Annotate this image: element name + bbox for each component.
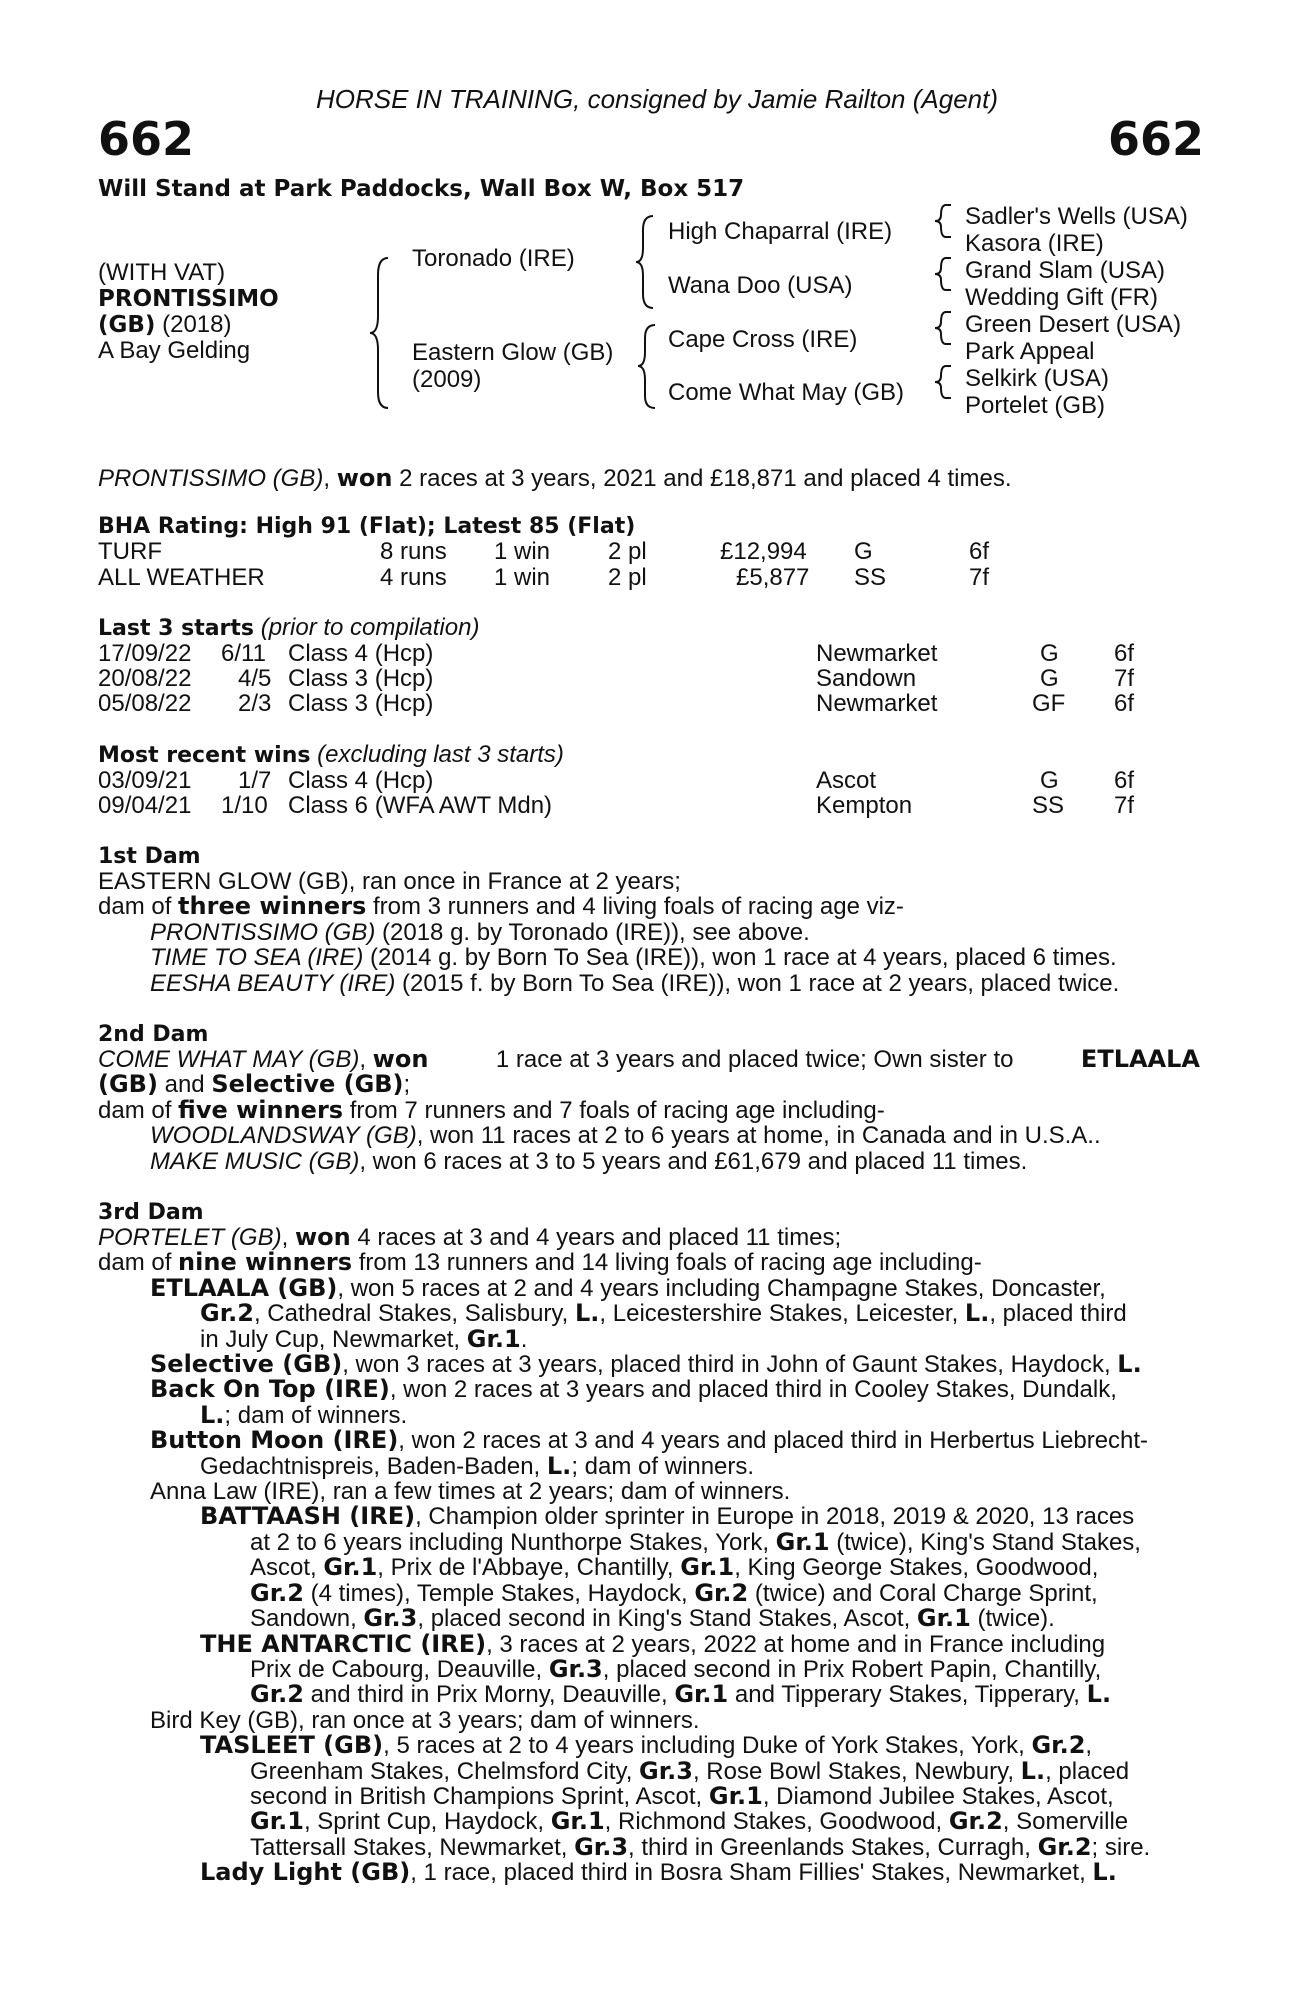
- start-course: Newmarket: [816, 640, 938, 667]
- sibling-name: Selective (GB): [211, 1070, 404, 1099]
- horse-description: A Bay Gelding: [98, 337, 251, 364]
- grade: Gr.1: [775, 1527, 830, 1556]
- progeny-detail: Tattersall Stakes, Newmarket,: [250, 1833, 575, 1861]
- grade: Gr.3: [548, 1654, 603, 1683]
- progeny-detail: , placed: [1045, 1757, 1130, 1785]
- progeny-line: [98, 971, 1198, 996]
- progeny-line: [98, 1273, 1200, 1302]
- win-class: Class 6 (WFA AWT Mdn): [288, 792, 553, 819]
- progeny-detail: Gedachtnispreis, Baden-Baden,: [200, 1452, 547, 1480]
- text: from 3 runners and 4 living foals of racing age viz-: [366, 893, 904, 921]
- win-row: [98, 768, 1198, 794]
- grade: Gr.3: [639, 1756, 693, 1785]
- rating-heading: BHA Rating: High 91 (Flat); Latest 85 (Flat): [98, 514, 636, 539]
- win-dist: 7f: [1114, 792, 1135, 819]
- brace-sire: [636, 216, 653, 308]
- start-pos: 2/3: [238, 690, 272, 717]
- rating-runs: 8 runs: [380, 538, 447, 565]
- start-course: Sandown: [816, 665, 917, 692]
- third-dam-body: [98, 1225, 1200, 1886]
- progeny-detail: , won 2 races at 3 and 4 years and placed third in Herbertus Liebrecht-: [398, 1427, 1149, 1455]
- rating-going: G: [854, 538, 873, 565]
- start-class: Class 4 (Hcp): [288, 640, 434, 667]
- progeny-line: [98, 1832, 1200, 1861]
- last3-row: [98, 641, 1198, 667]
- pedigree-g4-6: Park Appeal: [965, 338, 1095, 365]
- progeny-name: Button Moon (IRE): [150, 1426, 399, 1455]
- rating-placed: 2 pl: [608, 538, 647, 565]
- progeny-line: [98, 1301, 1200, 1326]
- grade: Gr.2: [948, 1807, 1003, 1836]
- brace-g4-4: [935, 366, 951, 398]
- grade: L.: [1092, 1858, 1117, 1887]
- progeny-detail: ; sire.: [1091, 1833, 1151, 1861]
- grade: L.: [200, 1400, 225, 1429]
- text: dam of: [98, 893, 179, 921]
- progeny-detail: , Richmond Stakes, Goodwood,: [604, 1808, 949, 1836]
- grade: Gr.1: [250, 1807, 304, 1836]
- grade: Gr.1: [323, 1553, 378, 1582]
- rating-runs: 4 runs: [380, 564, 447, 591]
- wins-heading-line: [98, 742, 564, 769]
- progeny-detail: , 3 races at 2 years, 2022 at home and in France including: [486, 1630, 1106, 1658]
- win-date: 03/09/21: [98, 767, 192, 794]
- progeny-detail: ,: [1085, 1732, 1093, 1760]
- grade: Gr.2: [250, 1680, 304, 1709]
- pedigree-g4-8: Portelet (GB): [965, 392, 1106, 419]
- second-dam-line: [98, 1047, 1200, 1072]
- progeny-line: [98, 1352, 1200, 1377]
- progeny-detail: Sandown,: [250, 1605, 364, 1633]
- pedigree-g4-3: Grand Slam (USA): [965, 257, 1166, 284]
- progeny-detail: (2015 f. by Born To Sea (IRE)), won 1 race at 2 years, placed twice.: [395, 969, 1120, 997]
- pedigree-dam-dam: Come What May (GB): [668, 379, 905, 406]
- progeny-detail: Prix de Cabourg, Deauville,: [250, 1655, 549, 1683]
- consignment-header: HORSE IN TRAINING, consigned by Jamie Railton (Agent): [315, 84, 999, 114]
- brace-g4-2: [935, 258, 951, 290]
- grade: Gr.1: [680, 1553, 735, 1582]
- horse-year: (2018): [162, 311, 232, 338]
- progeny-line: [98, 1428, 1200, 1453]
- rating-surface: ALL WEATHER: [98, 564, 265, 591]
- grade: L.: [574, 1299, 600, 1328]
- start-going: G: [1040, 665, 1059, 692]
- progeny-name: WOODLANDSWAY (GB): [150, 1122, 417, 1150]
- start-dist: 6f: [1114, 690, 1135, 717]
- progeny-line: [98, 920, 1198, 945]
- progeny-detail: , third in Greenlands Stakes, Curragh,: [628, 1833, 1038, 1861]
- text: from 7 runners and 7 foals of racing age including-: [343, 1096, 885, 1124]
- text: dam of: [98, 1096, 179, 1124]
- start-dist: 7f: [1114, 665, 1135, 692]
- race-summary: PRONTISSIMO (GB), won 2 races at 3 years, 2021 and £18,871 and placed 4 times.: [98, 464, 1012, 492]
- win-course: Ascot: [816, 767, 877, 794]
- progeny-line: [98, 1606, 1200, 1631]
- winners-count: nine winners: [178, 1248, 353, 1277]
- third-dam-line: [98, 1250, 1200, 1275]
- progeny-detail: Greenham Stakes, Chelmsford City,: [250, 1757, 640, 1785]
- start-going: GF: [1032, 690, 1066, 717]
- progeny-detail: , won 3 races at 3 years, placed third in John of Gaunt Stakes, Haydock,: [342, 1351, 1118, 1379]
- rating-row-aw: [98, 565, 1198, 591]
- progeny-detail: in July Cup, Newmarket,: [200, 1325, 467, 1353]
- dam-name: PORTELET (GB): [98, 1224, 282, 1251]
- second-dam-line: [98, 1095, 1200, 1124]
- progeny-detail: , Diamond Jubilee Stakes, Ascot,: [762, 1782, 1114, 1810]
- text: 1 race at 3 years and placed twice; Own sister to: [495, 1046, 1014, 1073]
- start-course: Newmarket: [816, 690, 938, 717]
- progeny-detail: and third in Prix Morny, Deauville,: [303, 1681, 675, 1709]
- progeny-detail: second in British Champions Sprint, Ascot,: [250, 1782, 709, 1810]
- progeny-detail: , Champion older sprinter in Europe in 2018, 2019 & 2020, 13 races: [415, 1503, 1135, 1531]
- progeny-detail: Ascot,: [250, 1554, 324, 1582]
- progeny-detail: , Leicestershire Stakes, Leicester,: [599, 1300, 965, 1328]
- grade: Gr.1: [674, 1680, 729, 1709]
- wins-heading: Most recent wins: [98, 743, 311, 768]
- text: ,: [281, 1224, 295, 1251]
- sibling-country: (GB): [98, 1070, 158, 1099]
- rating-going: SS: [854, 564, 887, 591]
- start-date: 20/08/22: [98, 665, 192, 692]
- progeny-name: THE ANTARCTIC (IRE): [200, 1629, 487, 1658]
- progeny-line: [98, 1578, 1200, 1607]
- pedigree-dam-sire: Cape Cross (IRE): [668, 326, 858, 353]
- lot-number-left: 662: [98, 112, 195, 166]
- pedigree-g4-2: Kasora (IRE): [965, 230, 1104, 257]
- brace-g4-1: [935, 205, 951, 237]
- second-dam-line: [98, 1072, 1200, 1097]
- grade: Gr.2: [694, 1578, 749, 1607]
- win-row: [98, 793, 1198, 819]
- grade: L.: [1086, 1680, 1112, 1709]
- progeny-line: [98, 1682, 1200, 1707]
- second-dam-heading: 2nd Dam: [98, 1022, 209, 1047]
- second-dam-body: [98, 1047, 1200, 1174]
- first-dam-heading: 1st Dam: [98, 844, 201, 869]
- progeny-detail: , won 2 races at 3 years and placed third in Cooley Stakes, Dundalk,: [389, 1376, 1117, 1404]
- pedigree-dam-year: (2009): [412, 366, 482, 393]
- progeny-line: [98, 1733, 1200, 1758]
- third-dam-heading: 3rd Dam: [98, 1200, 204, 1225]
- pedigree-sire-sire: High Chaparral (IRE): [668, 218, 893, 245]
- text: and: [157, 1071, 212, 1099]
- win-pos: 1/10: [221, 792, 268, 819]
- progeny-name: ETLAALA (GB): [150, 1273, 338, 1302]
- progeny-detail: , won 11 races at 2 to 6 years at home, in Canada and in U.S.A..: [416, 1122, 1101, 1150]
- start-pos: 4/5: [238, 665, 272, 692]
- horse-country: (GB): [98, 312, 156, 338]
- dam-name: COME WHAT MAY (GB): [98, 1046, 360, 1073]
- progeny-detail: , King George Stakes, Goodwood,: [734, 1554, 1099, 1582]
- third-dam-line: [98, 1225, 1200, 1250]
- start-date: 05/08/22: [98, 690, 192, 717]
- progeny-name: BATTAASH (IRE): [200, 1502, 416, 1531]
- progeny-name: Selective (GB): [150, 1350, 343, 1379]
- progeny-detail: , Rose Bowl Stakes, Newbury,: [692, 1757, 1021, 1785]
- rating-surface: TURF: [98, 538, 162, 565]
- first-dam-body: [98, 869, 1198, 996]
- progeny-line: [98, 1400, 1200, 1429]
- progeny-detail: at 2 to 6 years including Nunthorpe Stakes, York,: [250, 1528, 776, 1556]
- rating-placed: 2 pl: [608, 564, 647, 591]
- progeny-name: PRONTISSIMO (GB): [150, 918, 376, 946]
- progeny-line: [98, 1654, 1200, 1683]
- grade: Gr.1: [466, 1324, 521, 1353]
- progeny-detail: (2014 g. by Born To Sea (IRE)), won 1 race at 4 years, placed 6 times.: [363, 944, 1117, 972]
- start-class: Class 3 (Hcp): [288, 690, 434, 717]
- progeny-name: Back On Top (IRE): [150, 1375, 390, 1404]
- rating-dist: 6f: [969, 538, 990, 565]
- grade: Gr.3: [363, 1604, 418, 1633]
- progeny-line: [98, 1781, 1200, 1810]
- rating-wins: 1 win: [494, 538, 551, 565]
- last3-row: [98, 666, 1198, 692]
- progeny-detail: (2018 g. by Toronado (IRE)), see above.: [375, 918, 810, 946]
- progeny-line: [98, 1527, 1200, 1556]
- progeny-name: Lady Light (GB): [200, 1858, 411, 1887]
- progeny-detail: , Cathedral Stakes, Salisbury,: [253, 1300, 575, 1328]
- progeny-detail: ; dam of winners.: [571, 1452, 755, 1480]
- last3-note: (prior to compilation): [260, 614, 480, 641]
- pedigree-sire-dam: Wana Doo (USA): [668, 272, 853, 299]
- vat-note: (WITH VAT): [98, 259, 226, 286]
- progeny-detail: , 5 races at 2 to 4 years including Duke of York Stakes, York,: [383, 1732, 1032, 1760]
- progeny-name: MAKE MUSIC (GB): [150, 1147, 360, 1175]
- progeny-detail: (4 times), Temple Stakes, Haydock,: [303, 1579, 695, 1607]
- progeny-line: [98, 945, 1198, 970]
- text: ;: [403, 1071, 411, 1099]
- progeny-line: [98, 1451, 1200, 1480]
- progeny-line: [98, 1149, 1200, 1174]
- progeny-detail: , won 6 races at 3 to 5 years and £61,679 and placed 11 times.: [359, 1147, 1028, 1175]
- lot-number-right: 662: [1107, 112, 1204, 166]
- progeny-line: [98, 1756, 1200, 1785]
- progeny-line: [98, 1629, 1200, 1658]
- grade: Gr.1: [916, 1604, 971, 1633]
- progeny-detail: , placed second in King's Stand Stakes, Ascot,: [417, 1605, 917, 1633]
- win-going: G: [1040, 767, 1059, 794]
- progeny-line: [98, 1324, 1200, 1353]
- grade: Gr.2: [1037, 1832, 1092, 1861]
- progeny-name: EESHA BEAUTY (IRE): [150, 969, 396, 997]
- winners-count: three winners: [178, 892, 367, 921]
- progeny-detail: , Prix de l'Abbaye, Chantilly,: [377, 1554, 681, 1582]
- winners-count: five winners: [178, 1095, 344, 1124]
- start-pos: 6/11: [221, 640, 266, 667]
- sibling-name: ETLAALA: [1080, 1045, 1200, 1073]
- progeny-detail: , 1 race, placed third in Bosra Sham Fillies' Stakes, Newmarket,: [410, 1859, 1093, 1887]
- progeny-detail: , Somerville: [1002, 1808, 1129, 1836]
- grade: Gr.3: [574, 1832, 629, 1861]
- summary-rest: 2 races at 3 years, 2021 and £18,871 and placed 4 times.: [392, 465, 1012, 492]
- horse-name: PRONTISSIMO: [98, 286, 279, 312]
- pedigree-sire: Toronado (IRE): [412, 245, 575, 272]
- progeny-line: [98, 1860, 1200, 1885]
- rating-row-turf: [98, 539, 1198, 565]
- brace-main: [370, 258, 388, 408]
- rating-dist: 7f: [969, 564, 990, 591]
- win-pos: 1/7: [238, 767, 272, 794]
- start-date: 17/09/22: [98, 640, 192, 667]
- progeny-line: Anna Law (IRE), ran a few times at 2 years; dam of winners.: [150, 1478, 791, 1506]
- text: dam of: [98, 1249, 179, 1277]
- progeny-detail: , won 5 races at 2 and 4 years including Champagne Stakes, Doncaster,: [337, 1274, 1106, 1302]
- progeny-detail: and Tipperary Stakes, Tipperary,: [728, 1681, 1087, 1709]
- start-going: G: [1040, 640, 1059, 667]
- progeny-name: TIME TO SEA (IRE): [150, 944, 364, 972]
- progeny-line: [98, 1377, 1200, 1402]
- grade: Gr.2: [1031, 1731, 1086, 1760]
- first-dam-line: EASTERN GLOW (GB), ran once in France at 2 years;: [98, 868, 681, 895]
- stabling-info: Will Stand at Park Paddocks, Wall Box W, Box 517: [98, 176, 745, 202]
- rating-prize: £5,877: [736, 564, 810, 591]
- grade: Gr.2: [250, 1578, 304, 1607]
- pedigree-dam: Eastern Glow (GB): [412, 339, 614, 366]
- progeny-line: Bird Key (GB), ran once at 3 years; dam of winners.: [150, 1706, 700, 1734]
- pedigree-g4-7: Selkirk (USA): [965, 365, 1110, 392]
- text: 4 races at 3 and 4 years and placed 11 times;: [350, 1224, 842, 1251]
- progeny-line: [98, 1123, 1200, 1148]
- progeny-detail: (twice), King's Stand Stakes,: [829, 1528, 1141, 1556]
- progeny-line: [98, 1504, 1200, 1529]
- grade: L.: [546, 1451, 572, 1480]
- progeny-detail: , Sprint Cup, Haydock,: [303, 1808, 551, 1836]
- grade: Gr.2: [200, 1299, 254, 1328]
- start-dist: 6f: [1114, 640, 1135, 667]
- win-course: Kempton: [816, 792, 913, 819]
- progeny-name: TASLEET (GB): [200, 1731, 384, 1760]
- progeny-detail: (twice).: [970, 1605, 1055, 1633]
- first-dam-line: [98, 894, 1198, 919]
- pedigree-g4-1: Sadler's Wells (USA): [965, 203, 1188, 230]
- start-class: Class 3 (Hcp): [288, 665, 434, 692]
- progeny-line: [98, 1809, 1200, 1834]
- won-word: won: [372, 1045, 429, 1073]
- brace-g4-3: [935, 312, 951, 344]
- grade: L.: [964, 1299, 990, 1328]
- progeny-detail: (twice) and Coral Charge Sprint,: [748, 1579, 1098, 1607]
- progeny-line: [98, 1555, 1200, 1580]
- text: ,: [359, 1046, 373, 1073]
- win-dist: 6f: [1114, 767, 1135, 794]
- grade: L.: [1020, 1756, 1046, 1785]
- progeny-detail: , placed second in Prix Robert Papin, Chantilly,: [602, 1655, 1102, 1683]
- last3-heading-line: [98, 615, 479, 642]
- brace-dam: [638, 325, 655, 408]
- win-date: 09/04/21: [98, 792, 192, 819]
- win-class: Class 4 (Hcp): [288, 767, 434, 794]
- grade: Gr.1: [708, 1781, 763, 1810]
- grade: L.: [1117, 1350, 1142, 1379]
- progeny-detail: ; dam of winners.: [224, 1401, 408, 1429]
- last3-row: [98, 691, 1198, 717]
- progeny-detail: .: [520, 1325, 528, 1353]
- won-word: won: [294, 1223, 351, 1251]
- win-going: SS: [1032, 792, 1065, 819]
- grade: Gr.1: [550, 1807, 605, 1836]
- wins-note: (excluding last 3 starts): [317, 741, 564, 768]
- last3-heading: Last 3 starts: [98, 616, 255, 641]
- summary-won: won: [336, 464, 393, 492]
- summary-name: PRONTISSIMO (GB): [98, 465, 324, 492]
- pedigree-g4-5: Green Desert (USA): [965, 311, 1182, 338]
- progeny-detail: , placed third: [989, 1300, 1127, 1328]
- pedigree-g4-4: Wedding Gift (FR): [965, 284, 1158, 311]
- text: from 13 runners and 14 living foals of racing age including-: [352, 1249, 982, 1277]
- rating-prize: £12,994: [720, 538, 807, 565]
- rating-wins: 1 win: [494, 564, 551, 591]
